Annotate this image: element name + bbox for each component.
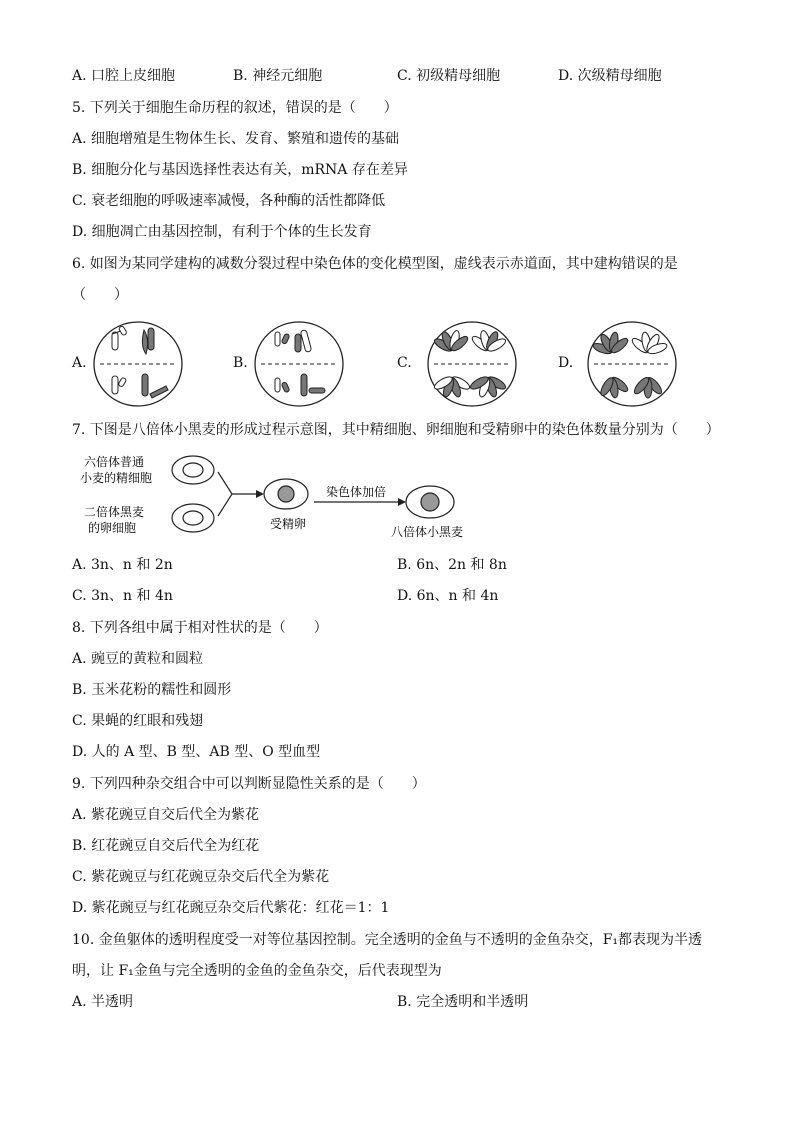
q7-stem: 7. 下图是八倍体小黑麦的形成过程示意图，其中精细胞、卵细胞和受精卵中的染色体数量分别为（ ）: [72, 422, 720, 438]
q6-label-d: D.: [558, 355, 574, 371]
q6-stem-cont: （ ）: [72, 287, 128, 303]
q4-option-c: C. 初级精母细胞: [397, 68, 501, 84]
q7-zygote-label: 受精卵: [270, 517, 307, 531]
q8-stem: 8. 下列各组中属于相对性状的是（ ）: [72, 620, 328, 636]
q6-label-b: B.: [233, 355, 248, 371]
q7-option-c: C. 3n、n 和 4n: [72, 588, 173, 604]
q7-wheat-label-2: 小麦的精细胞: [80, 471, 153, 485]
q7-option-d: D. 6n、n 和 4n: [397, 588, 499, 604]
q10-option-b: B. 完全透明和半透明: [397, 994, 529, 1010]
zygote-cell: [264, 479, 308, 509]
q9-option-b: B. 红花豌豆自交后代全为红花: [72, 838, 260, 854]
q6-label-a: A.: [72, 355, 87, 371]
q4-option-b: B. 神经元细胞: [233, 68, 323, 84]
q7-option-b: B. 6n、2n 和 8n: [397, 557, 507, 573]
q7-arrow-label: 染色体加倍: [326, 485, 387, 499]
q10-option-a: A. 半透明: [72, 994, 134, 1010]
q4-option-a: A. 口腔上皮细胞: [72, 68, 176, 84]
q7-triticale-label: 八倍体小黑麦: [391, 525, 464, 539]
q7-option-a: A. 3n、n 和 2n: [72, 557, 173, 573]
sperm-cell: [172, 456, 214, 484]
q5-option-c: C. 衰老细胞的呼吸速率减慢，各种酶的活性都降低: [72, 193, 386, 209]
q6-cell-a: [94, 322, 182, 406]
q6-cell-b: [255, 322, 343, 406]
q5-option-b: B. 细胞分化与基因选择性表达有关，mRNA 存在差异: [72, 162, 408, 178]
q9-option-d: D. 紫花豌豆与红花豌豆杂交后代紫花：红花＝1：1: [72, 900, 390, 916]
triticale-cell: [406, 486, 454, 518]
q10-stem-line2: 明，让 F₁金鱼与完全透明的金鱼的金鱼杂交，后代表现型为: [72, 963, 442, 979]
q9-option-a: A. 紫花豌豆自交后代全为紫花: [72, 807, 260, 823]
q9-option-c: C. 紫花豌豆与红花豌豆杂交后代全为紫花: [72, 869, 330, 885]
q5-option-a: A. 细胞增殖是生物体生长、发育、繁殖和遗传的基础: [72, 131, 400, 147]
q5-option-d: D. 细胞凋亡由基因控制，有利于个体的生长发育: [72, 224, 372, 240]
q9-stem: 9. 下列四种杂交组合中可以判断显隐性关系的是（ ）: [72, 776, 426, 792]
q6-cell-d: [588, 322, 676, 406]
q6-label-c: C.: [397, 355, 412, 371]
q7-rye-label-1: 二倍体黑麦: [84, 505, 145, 519]
q5-stem: 5. 下列关于细胞生命历程的叙述，错误的是（ ）: [72, 100, 398, 116]
q7-rye-label-2: 的卵细胞: [88, 521, 137, 535]
q7-wheat-label-1: 六倍体普通: [84, 455, 145, 469]
egg-cell: [172, 504, 214, 532]
q4-option-d: D. 次级精母细胞: [558, 68, 662, 84]
q7-triticale-diagram: [70, 448, 490, 548]
q6-meiosis-figures: [0, 318, 794, 410]
q8-option-d: D. 人的 A 型、B 型、AB 型、O 型血型: [72, 744, 321, 760]
q8-option-a: A. 豌豆的黄粒和圆粒: [72, 651, 204, 667]
q10-stem-line1: 10. 金鱼躯体的透明程度受一对等位基因控制。完全透明的金鱼与不透明的金鱼杂交，F₁都表现为半透: [72, 932, 703, 948]
q8-option-c: C. 果蝇的红眼和残翅: [72, 713, 204, 729]
q6-cell-c: [428, 322, 516, 406]
q8-option-b: B. 玉米花粉的糯性和圆形: [72, 682, 232, 698]
q6-stem: 6. 如图为某同学建构的减数分裂过程中染色体的变化模型图，虚线表示赤道面，其中建构错误的是: [72, 256, 678, 272]
